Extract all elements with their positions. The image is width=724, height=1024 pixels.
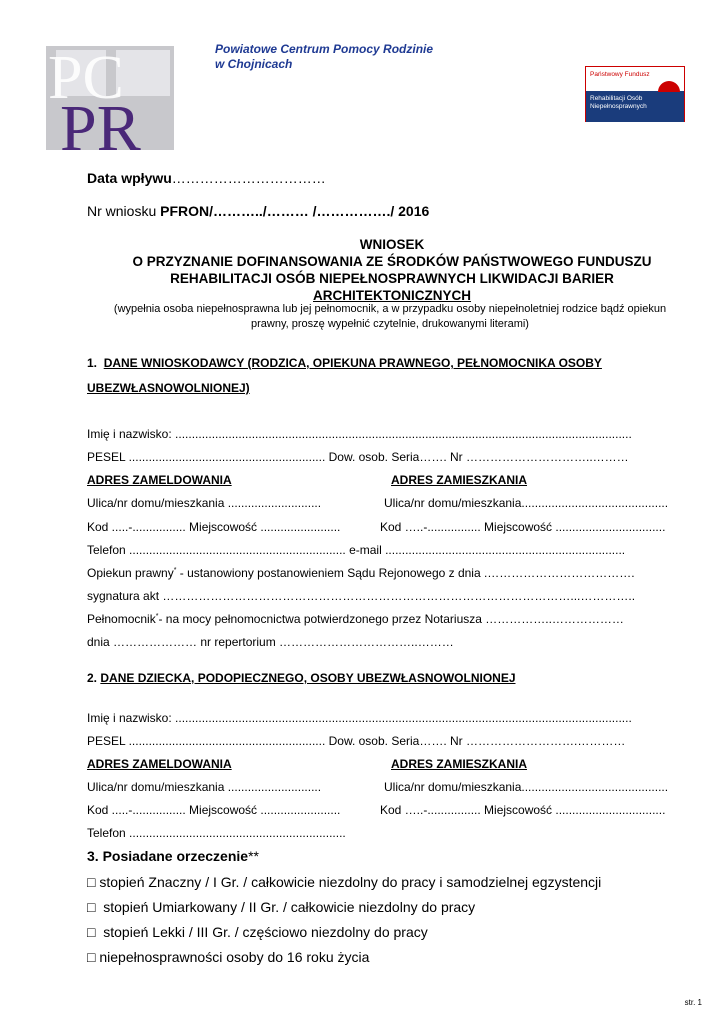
s2-address-residence-label: ADRES ZAMIESZKANIA bbox=[391, 757, 528, 771]
s2-name-field[interactable]: Imię i nazwisko: ......................................................................................................................................... bbox=[87, 711, 632, 725]
form-title: WNIOSEK O PRZYZNANIE DOFINANSOWANIA ZE ŚRODKÓW PAŃSTWOWEGO FUNDUSZU REHABILITACJI OSÓB NIEPEŁNOSPRAWNYCH LIKWIDACJI BARIER ARCHITEKTONICZNYCH bbox=[132, 237, 652, 303]
disability-option-moderate[interactable]: □ stopień Umiarkowany / II Gr. / całkowicie niezdolny do pracy bbox=[87, 899, 476, 915]
pfron-logo-bottom: Rehabilitacji Osób Niepełnosprawnych bbox=[586, 91, 684, 122]
s2-address-registered-label: ADRES ZAMELDOWANIA bbox=[87, 757, 232, 771]
s1-case-number-field[interactable]: sygnatura akt …………………………………………………………………………………………...………….. bbox=[87, 589, 636, 603]
pfron-logo-top: Państwowy Fundusz bbox=[590, 71, 650, 78]
s1-phone-email-field[interactable]: Telefon ................................................................. e-mail ........................................................................ bbox=[87, 543, 626, 557]
checkbox-icon[interactable]: □ bbox=[87, 899, 96, 915]
s2-street-residence-field[interactable]: Ulica/nr domu/mieszkania............................................ bbox=[384, 780, 669, 794]
s2-phone-field[interactable]: Telefon ................................................................. bbox=[87, 826, 346, 840]
organization-name: Powiatowe Centrum Pomocy Rodzinie w Chojnicach bbox=[215, 42, 434, 71]
s2-street-registered-field[interactable]: Ulica/nr domu/mieszkania ............................ bbox=[87, 780, 322, 794]
form-instructions: (wypełnia osoba niepełnosprawna lub jej pełnomocnik, a w przypadku osoby niepełnoletniej rodzice bądź opiekun prawny, proszę wypełnić czytelnie, drukowanymi literami) bbox=[113, 303, 667, 330]
s2-pesel-field[interactable]: PESEL ........................................................... Dow. osob. Seria……. Nr ……………………….………… bbox=[87, 734, 626, 748]
page-number: str. 1 bbox=[684, 998, 702, 1007]
s2-postcode-registered-field[interactable]: Kod .....-................ Miejscowość ........................ bbox=[87, 803, 341, 817]
s1-address-registered-label: ADRES ZAMELDOWANIA bbox=[87, 473, 232, 487]
s1-address-residence-label: ADRES ZAMIESZKANIA bbox=[391, 473, 528, 487]
checkbox-icon[interactable]: □ bbox=[87, 874, 96, 890]
checkbox-icon[interactable]: □ bbox=[87, 924, 96, 940]
pcpr-logo bbox=[46, 46, 186, 156]
pcpr-logo-pr: PR bbox=[60, 92, 141, 156]
pcpr-logo-pc: PC bbox=[48, 46, 124, 112]
section1-heading: 1. DANE WNIOSKODAWCY (RODZICA, OPIEKUNA PRAWNEGO, PEŁNOMOCNIKA OSOBY bbox=[87, 356, 602, 370]
disability-option-mild[interactable]: □ stopień Lekki / III Gr. / częściowo niezdolny do pracy bbox=[87, 924, 428, 940]
s1-street-residence-field[interactable]: Ulica/nr domu/mieszkania............................................ bbox=[384, 496, 669, 510]
s1-name-field[interactable]: Imię i nazwisko: ......................................................................................................................................... bbox=[87, 427, 632, 441]
disability-option-under16[interactable]: □ niepełnosprawności osoby do 16 roku życia bbox=[87, 949, 370, 965]
section2-heading: 2. DANE DZIECKA, PODOPIECZNEGO, OSOBY UBEZWŁASNOWOLNIONEJ bbox=[87, 671, 516, 685]
disability-option-significant[interactable]: □ stopień Znaczny / I Gr. / całkowicie niezdolny do pracy i samodzielnej egzystencji bbox=[87, 874, 602, 890]
section3-heading: 3. Posiadane orzeczenie** bbox=[87, 848, 259, 864]
s1-street-registered-field[interactable]: Ulica/nr domu/mieszkania ............................ bbox=[87, 496, 322, 510]
s1-repertorium-field[interactable]: dnia ………………… nr repertorium ……………………………..……… bbox=[87, 635, 454, 649]
s1-pesel-field[interactable]: PESEL ........................................................... Dow. osob. Seria……. Nr …………………………..……… bbox=[87, 450, 629, 464]
s1-proxy-field[interactable]: Pełnomocnik*- na mocy pełnomocnictwa potwierdzonego przez Notariusza ……………..……………… bbox=[87, 612, 624, 626]
s2-postcode-residence-field[interactable]: Kod …..-................ Miejscowość ................................. bbox=[380, 803, 666, 817]
s1-guardian-field[interactable]: Opiekun prawny* - ustanowiony postanowieniem Sądu Rejonowego z dnia .………………………………. bbox=[87, 566, 635, 580]
s1-postcode-residence-field[interactable]: Kod …..-................ Miejscowość ................................. bbox=[380, 520, 666, 534]
s1-postcode-registered-field[interactable]: Kod .....-................ Miejscowość ........................ bbox=[87, 520, 341, 534]
checkbox-icon[interactable]: □ bbox=[87, 949, 96, 965]
data-wplywu: Data wpływu…………………………… bbox=[87, 170, 326, 186]
nr-wniosku: Nr wniosku PFRON/………../……… /……………./ 2016 bbox=[87, 203, 430, 219]
section1-heading-cont: UBEZWŁASNOWOLNIONEJ) bbox=[87, 381, 250, 395]
pfron-logo bbox=[585, 66, 685, 122]
